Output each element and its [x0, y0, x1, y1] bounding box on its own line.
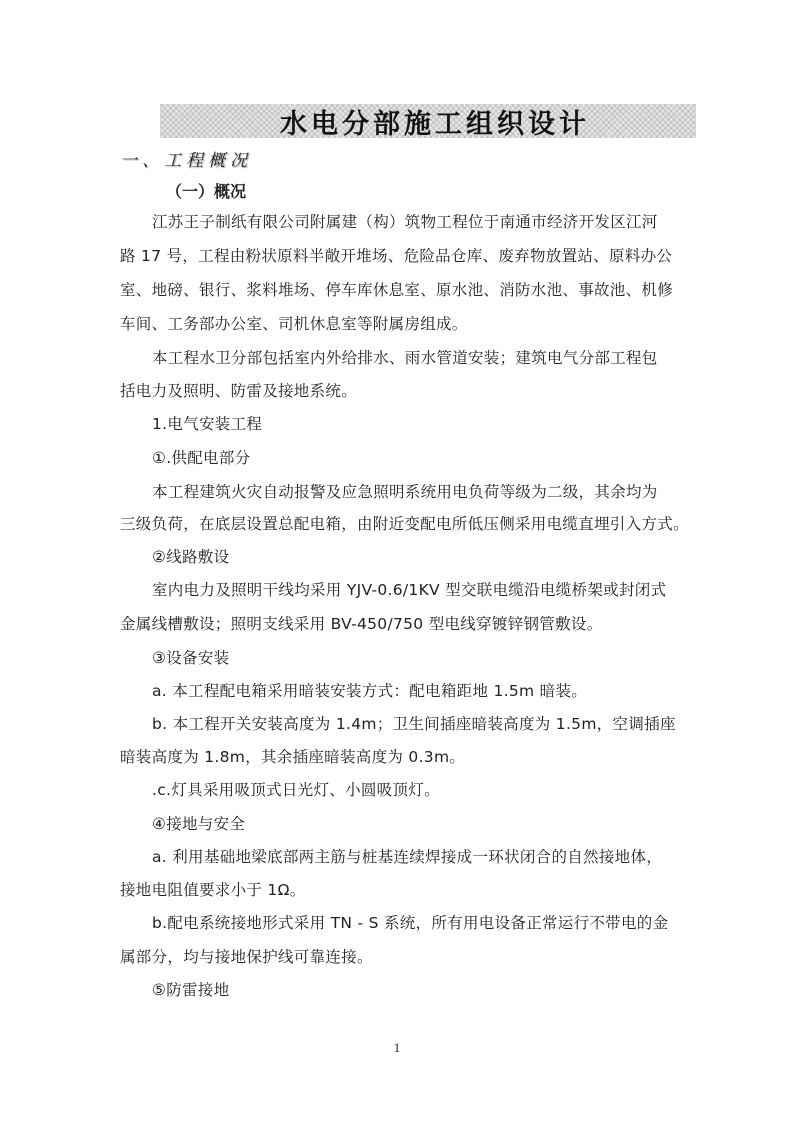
- paragraph-line: 属部分，均与接地保护线可靠连接。: [120, 948, 373, 966]
- paragraph-line: 室内电力及照明干线均采用 YJV-0.6/1KV 型交联电缆沿电缆桥架或封闭式: [152, 581, 667, 599]
- paragraph-line: a. 本工程配电箱采用暗装安装方式：配电箱距地 1.5m 暗装。: [152, 682, 588, 700]
- paragraph-line: b.配电系统接地形式采用 TN - S 系统，所有用电设备正常运行不带电的金: [152, 914, 669, 932]
- paragraph-line: a. 利用基础地梁底部两主筋与桩基连续焊接成一环状闭合的自然接地体，: [152, 848, 663, 866]
- item-heading: ②线路敷设: [152, 548, 230, 566]
- paragraph-line: 室、地磅、银行、浆料堆场、停车库休息室、原水池、消防水池、事故池、机修: [120, 281, 674, 299]
- paragraph-line: .c.灯具采用吸顶式日光灯、小圆吸顶灯。: [152, 781, 440, 799]
- item-heading: 1.电气安装工程: [152, 415, 263, 433]
- paragraph-line: 本工程建筑火灾自动报警及应急照明系统用电负荷等级为二级，其余均为: [152, 483, 658, 501]
- page-number: 1: [393, 1040, 401, 1055]
- subsection-heading: （一）概况: [166, 182, 247, 201]
- item-heading: ③设备安装: [152, 649, 230, 667]
- paragraph-line: 接地电阻值要求小于 1Ω。: [120, 881, 306, 899]
- paragraph-line: b. 本工程开关安装高度为 1.4m；卫生间插座暗装高度为 1.5m，空调插座: [152, 715, 676, 733]
- paragraph-line: 车间、工务部办公室、司机休息室等附属房组成。: [120, 315, 468, 333]
- title-banner: [160, 104, 696, 138]
- paragraph-line: 路 17 号，工程由粉状原料半敞开堆场、危险品仓库、废弃物放置站、原料办公: [120, 247, 673, 265]
- item-heading: ①.供配电部分: [152, 449, 251, 467]
- item-heading: ④接地与安全: [152, 815, 246, 833]
- paragraph-line: 江苏王子制纸有限公司附属建（构）筑物工程位于南通市经济开发区江河: [152, 213, 658, 231]
- section-heading: 一、工程概况: [120, 151, 252, 171]
- item-heading: ⑤防雷接地: [152, 981, 230, 999]
- paragraph-line: 三级负荷，在底层设置总配电箱，由附近变配电所低压侧采用电缆直埋引入方式。: [120, 515, 689, 533]
- paragraph-line: 金属线槽敷设；照明支线采用 BV-450/750 型电线穿镀锌钢管敷设。: [120, 615, 603, 633]
- paragraph-line: 本工程水卫分部包括室内外给排水、雨水管道安装；建筑电气分部工程包: [152, 349, 658, 367]
- paragraph-line: 暗装高度为 1.8m，其余插座暗装高度为 0.3m。: [120, 748, 466, 766]
- document-title: 水电分部施工组织设计: [280, 108, 590, 140]
- paragraph-line: 括电力及照明、防雷及接地系统。: [120, 382, 358, 400]
